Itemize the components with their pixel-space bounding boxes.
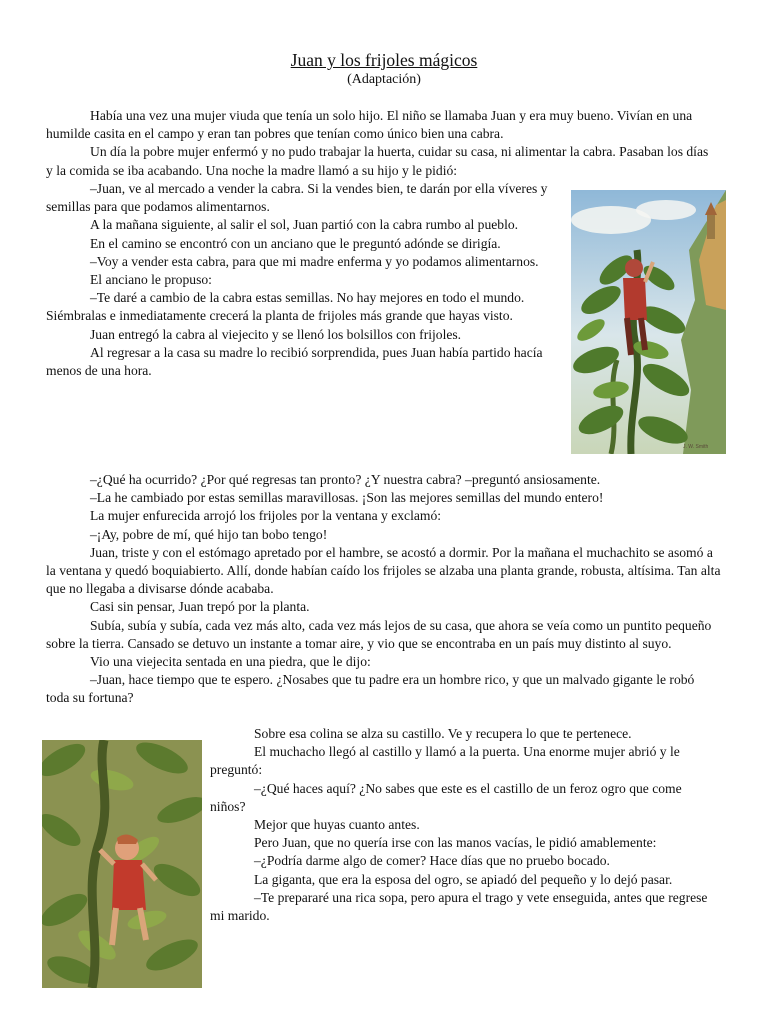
paragraph: La giganta, que era la esposa del ogro, se apiadó del pequeño y lo dejó pasar. [254,871,673,887]
paragraph: Juan entregó la cabra al viejecito y se llenó los bolsillos con frijoles. [90,326,462,342]
paragraph: –Juan, ve al mercado a vender la cabra. Si la vendes bien, te darán por ella víveres y semillas para que podamos alimentarnos. [46,181,548,215]
paragraph: La mujer enfurecida arrojó los frijoles por la ventana y exclamó: [90,508,442,524]
paragraph: Un día la pobre mujer enfermó y no pudo trabajar la huerta, cuidar su casa, ni alimentar la cabra. Pasaban los días y la comida se iba acabando. Una noche la madre llamó a su hijo y le pidió: [46,144,709,178]
paragraph: Vio una viejecita sentada en una piedra, que le dijo: [90,654,371,670]
story-title: Juan y los frijoles mágicos [290,50,478,70]
boy-in-leaves-illustration-art [42,740,202,988]
paragraph: A la mañana siguiente, al salir el sol, Juan partió con la cabra rumbo al pueblo. [90,217,519,233]
paragraph: Juan, triste y con el estómago apretado por el hambre, se acostó a dormir. Por la mañana el muchachito se asomó a la ventana y quedó boquiabierto. Allí, donde habían caído los frijoles se alzaba una planta grande, robusta, altísima. Tan alta que no llegaba a divisarse dónde acababa. [46,544,721,597]
text-block-castle [210,725,718,925]
paragraph: Sobre esa colina se alza su castillo. Ve y recupera lo que te pertenece. [254,726,632,741]
text-block-beanstalk [46,471,721,708]
beanstalk-climb-illustration [571,190,726,454]
text-block-intro [46,107,716,180]
paragraph: –¿Qué ha ocurrido? ¿Por qué regresas tan pronto? ¿Y nuestra cabra? –preguntó ansiosamente. [90,472,601,487]
boy-in-leaves-illustration [42,740,202,988]
paragraph: –¿Qué haces aquí? ¿No sabes que este es el castillo de un feroz ogro que come niños? [210,780,682,814]
paragraph: –La he cambiado por estas semillas maravillosas. ¡Son las mejores semillas del mundo entero! [90,490,604,506]
paragraph: –Voy a vender esta cabra, para que mi madre enferma y yo podamos alimentarnos. [90,253,539,269]
paragraph: Mejor que huyas cuanto antes. [254,817,420,833]
paragraph: El anciano le propuso: [90,272,212,288]
paragraph: Subía, subía y subía, cada vez más alto, cada vez más lejos de su casa, que ahora se veía como un puntito pequeño sobre la tierra. Cansado se detuvo un instante a tomar aire, y vio que se encontraba en un país muy distinto al suyo. [46,617,712,651]
paragraph: Casi sin pensar, Juan trepó por la planta. [90,599,310,615]
paragraph: –¿Podría darme algo de comer? Hace días que no pruebo bocado. [254,853,610,869]
text-block-market [46,180,556,380]
paragraph: –Te prepararé una rica sopa, pero apura el trago y vete enseguida, antes que regrese mi marido. [210,889,708,924]
paragraph: –Te daré a cambio de la cabra estas semillas. No hay mejores en todo el mundo. Siémbralas e inmediatamente crecerá la planta de frijoles más grande que hayas visto. [46,290,525,324]
paragraph: Había una vez una mujer viuda que tenía un solo hijo. El niño se llamaba Juan y era muy bueno. Vivían en una humilde casita en el campo y eran tan pobres que tenían como único bien una cabra. [46,108,693,142]
paragraph: –Juan, hace tiempo que te espero. ¿Nosabes que tu padre era un hombre rico, y que un malvado gigante le robó toda su fortuna? [46,672,695,706]
paragraph: –¡Ay, pobre de mí, qué hijo tan bobo tengo! [90,526,328,542]
paragraph: El muchacho llegó al castillo y llamó a la puerta. Una enorme mujer abrió y le preguntó: [210,744,680,778]
paragraph: En el camino se encontró con un anciano que le preguntó adónde se dirigía. [90,235,501,251]
story-subtitle: (Adaptación) [347,72,421,87]
paragraph: Al regresar a la casa su madre lo recibió sorprendida, pues Juan había partido hacía menos de una hora. [46,344,543,379]
illustration-signature: J. W. Smith [683,444,709,450]
beanstalk-climb-illustration-art [571,190,726,454]
paragraph: Pero Juan, que no quería irse con las manos vacías, le pidió amablemente: [254,835,657,851]
